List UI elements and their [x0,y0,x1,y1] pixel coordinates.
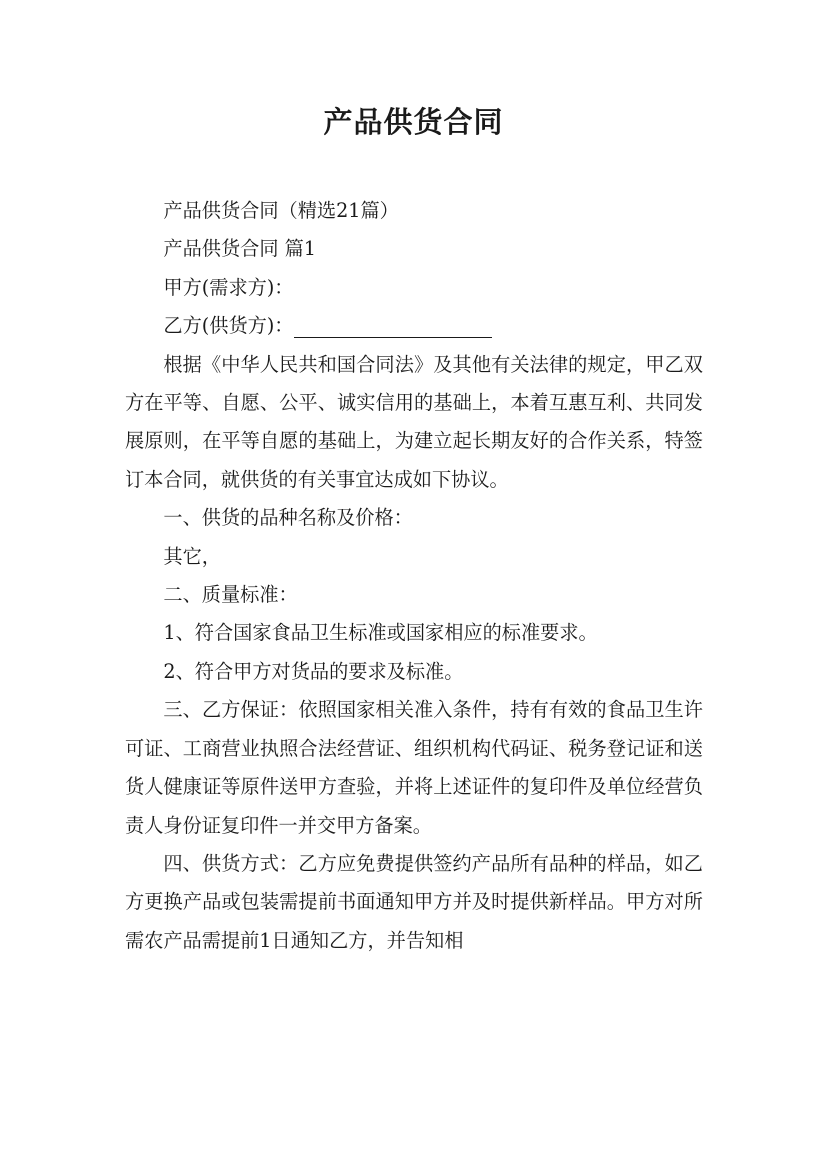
paragraph-item-1: 1、符合国家食品卫生标准或国家相应的标准要求。 [163,621,598,645]
paragraph-clause-4: 四、供货方式：乙方应免费提供签约产品所有品种的样品，如乙方更换产品或包装需提前书面通知甲方并及时提供新样品。甲方对所需农产品需提前1日通知乙方，并告知相 [125,851,703,952]
paragraph-section-heading: 产品供货合同 篇1 [163,237,317,261]
paragraph-party-a: 甲方(需求方)： [163,275,294,299]
document-title: 产品供货合同 [323,105,504,139]
party-b-label: 乙方(供货方)： [163,314,294,338]
paragraph-other: 其它， [163,544,221,568]
paragraph-party-b [125,307,703,345]
paragraph-item-2: 2、符合甲方对货品的要求及标准。 [163,659,464,683]
paragraph-preamble: 根据《中华人民共和国合同法》及其他有关法律的规定，甲乙双方在平等、自愿、公平、诚实信用的基础上，本着互惠互利、共同发展原则，在平等自愿的基础上，为建立起长期友好的合作关系，特签订本合同，就供货的有关事宜达成如下协议。 [125,352,703,491]
paragraph-clause-3: 三、乙方保证：依照国家相关准入条件，持有有效的食品卫生许可证、工商营业执照合法经营证、组织机构代码证、税务登记证和送货人健康证等原件送甲方查验，并将上述证件的复印件及单位经营负责人身份证复印件一并交甲方备案。 [125,698,703,837]
document-body [125,192,703,960]
paragraph-clause-1: 一、供货的品种名称及价格： [163,506,413,530]
paragraph-subtitle: 产品供货合同（精选21篇） [163,199,399,222]
party-b-blank-line [294,315,492,338]
paragraph-clause-2: 二、质量标准： [163,583,298,607]
